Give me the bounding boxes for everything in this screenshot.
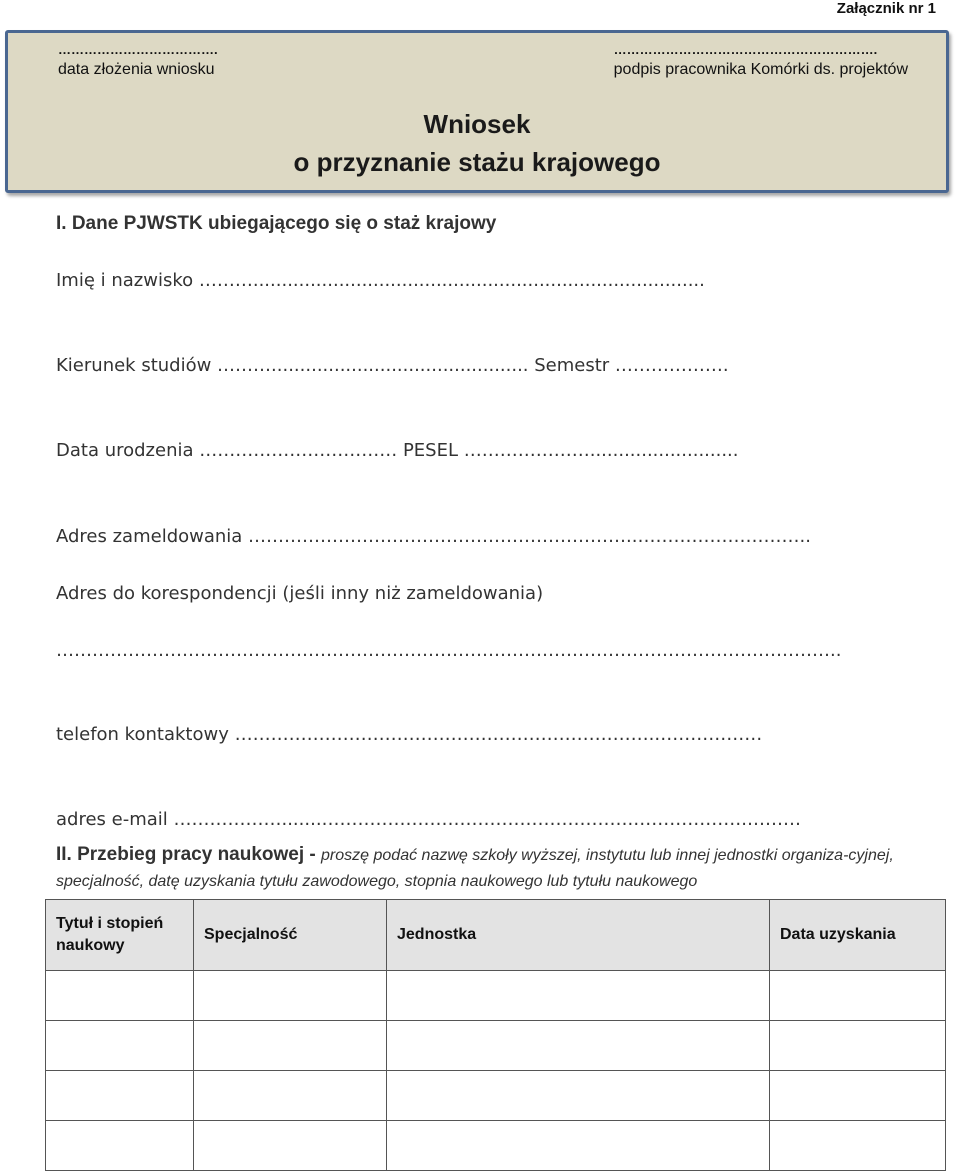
signature-label: podpis pracownika Komórki ds. projektów [613,61,908,78]
table-cell[interactable] [194,1121,387,1171]
table-cell[interactable] [194,1071,387,1121]
table-cell[interactable] [387,1021,770,1071]
table-cell[interactable] [46,1121,194,1171]
table-cell[interactable] [770,1021,946,1071]
table-row [46,1071,946,1121]
email-field[interactable]: adres e-mail ……………….......…………………………………………….……………….……… [56,809,801,830]
dob-pesel-field[interactable]: Data urodzenia …………………………… PESEL ………………….......................... [56,440,739,461]
table-cell[interactable] [46,1071,194,1121]
table-row [46,971,946,1021]
correspondence-address-label: Adres do korespondencji (jeśli inny niż zameldowania) [56,583,544,604]
header-box [5,30,949,193]
submission-date-label: data złożenia wniosku [58,61,215,78]
correspondence-address-field[interactable]: ………………………………………………………………………………………………………………….. [56,640,842,661]
table-cell[interactable] [46,971,194,1021]
annex-label: Załącznik nr 1 [836,0,936,17]
table-header-row [46,900,946,971]
submission-date-dots[interactable]: ………………………………. [58,42,218,57]
signature-dots[interactable]: ……………………………………………………. [613,42,878,57]
column-header-title: Tytuł i stopień naukowy [46,900,194,971]
registered-address-field[interactable]: Adres zameldowania ………………………………………………………..……………………….. [56,526,811,547]
table-cell[interactable] [46,1021,194,1071]
submission-date-block [58,43,218,79]
table-cell[interactable] [770,1071,946,1121]
signature-block [614,43,908,79]
table-cell[interactable] [194,971,387,1021]
phone-field[interactable]: telefon kontaktowy …………………………………………………………….……………… [56,724,763,745]
full-name-field[interactable]: Imię i nazwisko ………............................................................................... [56,270,705,291]
section2-block [56,842,936,894]
table-row [46,1121,946,1171]
table-row [46,1021,946,1071]
section2-description: proszę podać nazwę szkoły wyższej, instytutu lub innej jednostki organiza-cyjnej, specjalność, datę uzyskania tytułu zawodowego, stopnia naukowego lub tytułu naukowego [56,847,894,890]
table-cell[interactable] [770,971,946,1021]
column-header-specialty: Specjalność [194,900,387,971]
form-subtitle: o przyznanie stażu krajowego [293,147,661,177]
table-cell[interactable] [387,971,770,1021]
form-title: Wniosek [423,109,531,139]
table-cell[interactable] [194,1021,387,1071]
section2-heading: II. Przebieg pracy naukowej - [56,844,316,865]
work-history-table [45,899,946,1171]
table-cell[interactable] [387,1071,770,1121]
table-cell[interactable] [770,1121,946,1171]
field-of-study-semester-field[interactable]: Kierunek studiów ………............................................. Semestr ………………. [56,355,729,376]
table-cell[interactable] [387,1121,770,1171]
section1-heading: I. Dane PJWSTK ubiegającego się o staż krajowy [56,213,497,234]
column-header-date: Data uzyskania [770,900,946,971]
column-header-unit: Jednostka [387,900,770,971]
